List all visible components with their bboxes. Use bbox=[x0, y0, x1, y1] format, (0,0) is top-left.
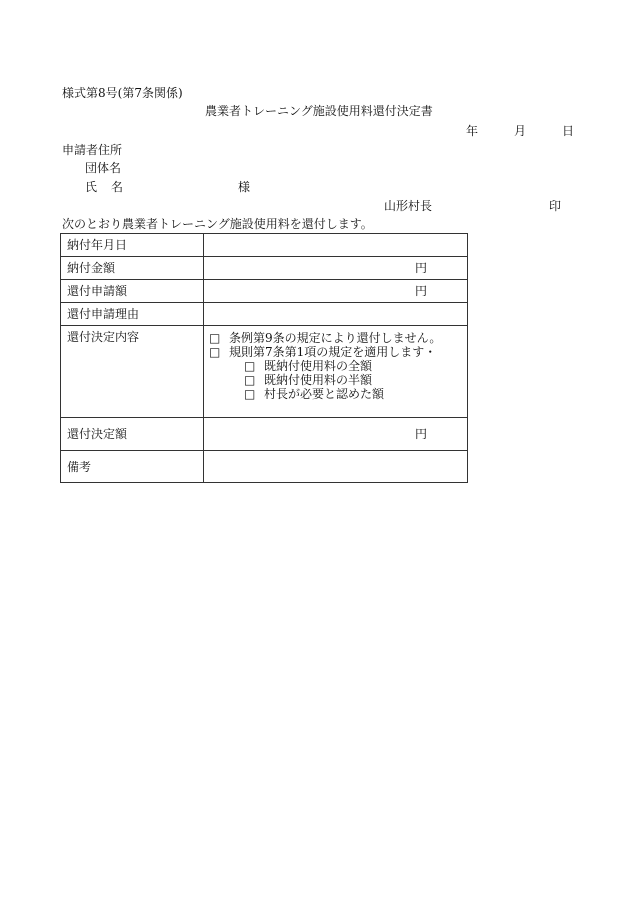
issuer-mayor: 山形村長 bbox=[384, 199, 433, 213]
name-label-part-1: 氏 bbox=[85, 180, 98, 194]
table-row bbox=[61, 451, 468, 483]
checkbox-icon: □ bbox=[209, 331, 221, 345]
name-label-part-2: 名 bbox=[111, 180, 124, 194]
option-text: 村長が必要と認めた額 bbox=[264, 387, 385, 401]
seal-mark: 印 bbox=[549, 199, 562, 213]
sub-option-half-amount bbox=[209, 373, 467, 387]
form-number: 様式第8号(第7条関係) bbox=[62, 86, 183, 100]
payment-amount-field bbox=[204, 257, 468, 280]
sub-option-full-amount bbox=[209, 359, 467, 373]
yen-unit: 円 bbox=[415, 427, 428, 441]
name-label bbox=[85, 180, 123, 194]
yen-unit: 円 bbox=[415, 261, 428, 275]
refund-decision-amount-field bbox=[204, 418, 468, 451]
refund-request-amount-field bbox=[204, 280, 468, 303]
payment-date-field bbox=[204, 234, 468, 257]
remarks-field bbox=[204, 451, 468, 483]
option-text: 条例第9条の規定により還付しません。 bbox=[229, 331, 442, 345]
row-label-refund-decision: 還付決定内容 bbox=[61, 326, 204, 418]
refund-decision-field bbox=[204, 326, 468, 418]
refund-table bbox=[60, 233, 468, 483]
row-label-refund-request-amount: 還付申請額 bbox=[61, 280, 204, 303]
date-year-label: 年 bbox=[466, 124, 479, 138]
table-row bbox=[61, 303, 468, 326]
decision-option-no-refund bbox=[209, 331, 467, 345]
group-name-label: 団体名 bbox=[85, 161, 122, 175]
table-row bbox=[61, 280, 468, 303]
checkbox-icon: □ bbox=[244, 387, 256, 401]
checkbox-icon: □ bbox=[209, 345, 221, 359]
option-text: 既納付使用料の全額 bbox=[264, 359, 373, 373]
honorific: 様 bbox=[238, 180, 251, 194]
table-row bbox=[61, 257, 468, 280]
option-text: 既納付使用料の半額 bbox=[264, 373, 373, 387]
date-month-label: 月 bbox=[514, 124, 527, 138]
table-row bbox=[61, 418, 468, 451]
option-text: 規則第7条第1項の規定を適用します・ bbox=[229, 345, 437, 359]
refund-reason-field bbox=[204, 303, 468, 326]
intro-text: 次のとおり農業者トレーニング施設使用料を還付します。 bbox=[62, 217, 373, 231]
table-row bbox=[61, 326, 468, 418]
row-label-remarks: 備考 bbox=[61, 451, 204, 483]
yen-unit: 円 bbox=[415, 284, 428, 298]
row-label-refund-reason: 還付申請理由 bbox=[61, 303, 204, 326]
checkbox-icon: □ bbox=[244, 359, 256, 373]
table-row bbox=[61, 234, 468, 257]
applicant-address-label: 申請者住所 bbox=[62, 143, 123, 157]
sub-option-mayor-approved-amount bbox=[209, 387, 467, 401]
date-day-label: 日 bbox=[562, 124, 575, 138]
document-title: 農業者トレーニング施設使用料還付決定書 bbox=[205, 104, 433, 118]
row-label-payment-date: 納付年月日 bbox=[61, 234, 204, 257]
checkbox-icon: □ bbox=[244, 373, 256, 387]
row-label-refund-decision-amount: 還付決定額 bbox=[61, 418, 204, 451]
row-label-payment-amount: 納付金額 bbox=[61, 257, 204, 280]
decision-option-apply-rule bbox=[209, 345, 467, 359]
